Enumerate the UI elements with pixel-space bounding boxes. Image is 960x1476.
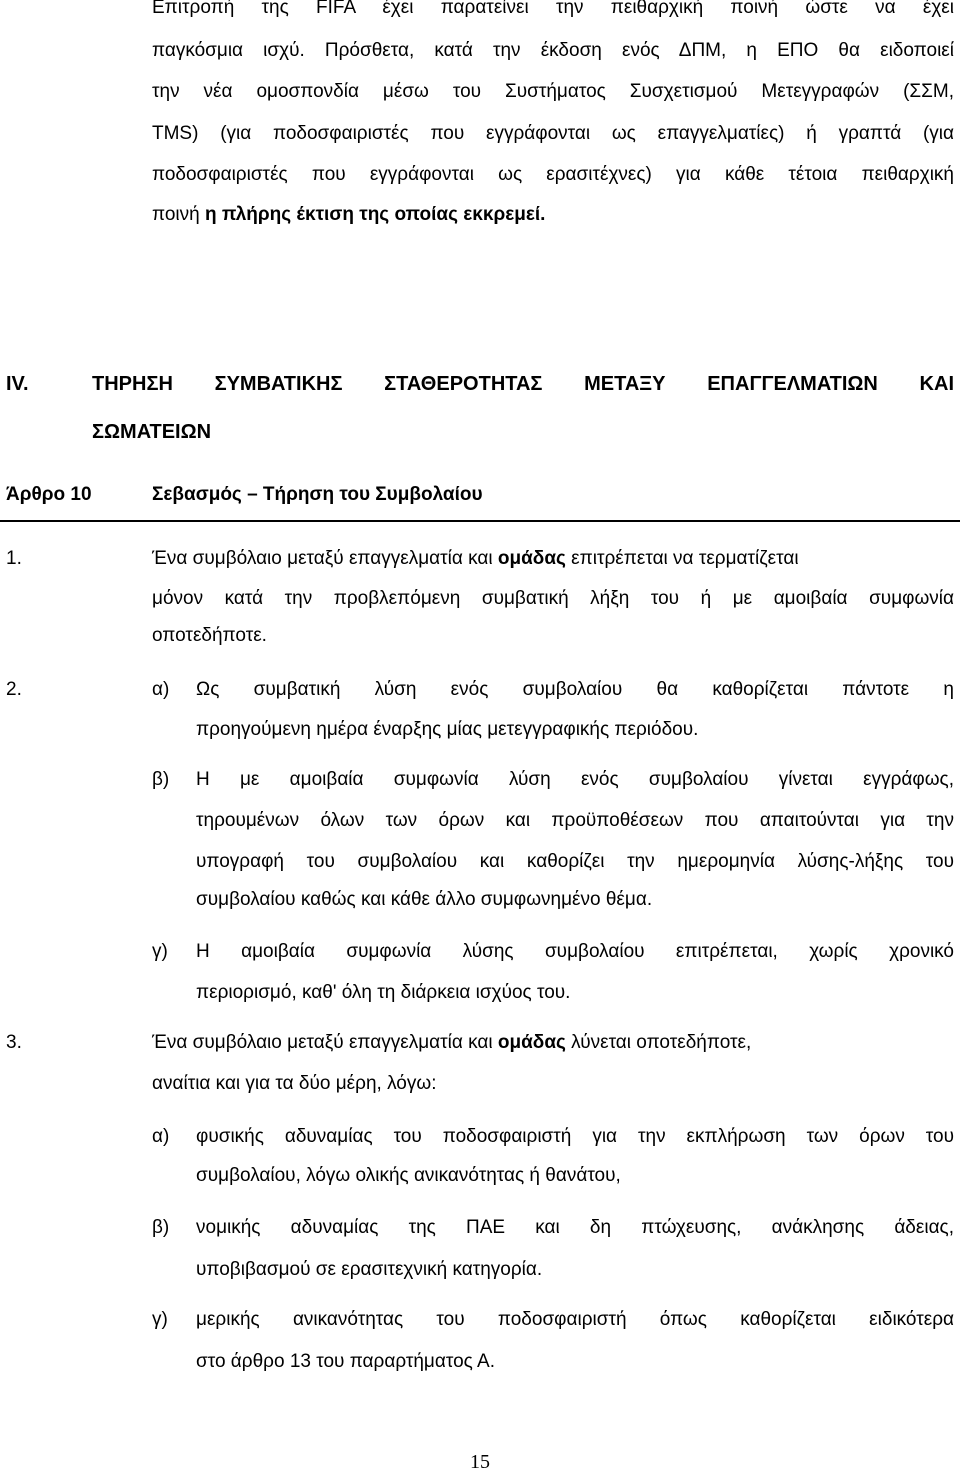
p1-line-3: οποτεδήποτε.	[152, 625, 267, 646]
p2-b-line-4: συμβολαίου καθώς και κάθε άλλο συμφωνημένο θέμα.	[196, 889, 653, 910]
p2-c-line-1: Η αμοιβαία συμφωνία λύσης συμβολαίου επιτρέπεται, χωρίς χρονικό	[196, 941, 954, 962]
p1-line-1-c: επιτρέπεται να τερματίζεται	[565, 548, 799, 569]
p3-line-1-a: Ένα συμβόλαιο μεταξύ επαγγελματία και	[152, 1032, 498, 1053]
page-number: 15	[470, 1451, 490, 1473]
p3-c-label: γ)	[152, 1309, 168, 1330]
section-number: IV.	[6, 373, 29, 395]
p3-c-line-2: στο άρθρο 13 του παραρτήματος Α.	[196, 1351, 496, 1372]
p3-line-1-text	[152, 1032, 751, 1053]
intro-line-6-bold: η πλήρης έκτιση της οποίας εκκρεμεί.	[204, 204, 546, 225]
p1-line-1-text	[152, 547, 799, 571]
p2-c-label: γ)	[152, 941, 168, 962]
p3-a-label: α)	[152, 1126, 170, 1147]
p3-c-line-1: μερικής ανικανότητας του ποδοσφαιριστή όπως καθορίζεται ειδικότερα	[196, 1309, 954, 1330]
p2-a-label: α)	[152, 679, 170, 700]
section-title-line-2: ΣΩΜΑΤΕΙΩΝ	[92, 421, 212, 443]
p2-b-line-1: Η με αμοιβαία συμφωνία λύση ενός συμβολαίου γίνεται εγγράφως,	[196, 769, 954, 790]
p3-b-line-2: υποβιβασμού σε ερασιτεχνική κατηγορία.	[196, 1259, 543, 1280]
p2-c-line-2: περιορισμό, καθ' όλη τη διάρκεια ισχύος του.	[196, 982, 571, 1003]
p2-b-line-3: υπογραφή του συμβολαίου και καθορίζει την ημερομηνία λύσης-λήξης του	[196, 851, 954, 872]
p3-b-label: β)	[152, 1217, 170, 1238]
p3-b-line-1: νομικής αδυναμίας της ΠΑΕ και δη πτώχευσης, ανάκλησης άδειας,	[196, 1217, 954, 1238]
p2-b-label: β)	[152, 769, 170, 790]
p2-number: 2.	[6, 679, 22, 700]
p3-line-1-bold: ομάδας	[497, 1032, 566, 1053]
p1-line-2: μόνον κατά την προβλεπόμενη συμβατική λήξη του ή με αμοιβαία συμφωνία	[152, 588, 954, 609]
article-rule	[0, 520, 960, 522]
intro-line-6-plain: ποινή	[152, 204, 205, 225]
p3-line-1	[152, 1031, 954, 1055]
intro-line-2: παγκόσμια ισχύ. Πρόσθετα, κατά την έκδοση ενός ΔΠΜ, η ΕΠΟ θα ειδοποιεί	[152, 40, 954, 61]
intro-line-4: TMS) (για ποδοσφαιριστές που εγγράφονται ως επαγγελματίες) ή γραπτά (για	[152, 123, 954, 144]
p2-a-line-2: προηγούμενη ημέρα έναρξης μίας μετεγγραφικής περιόδου.	[196, 719, 699, 740]
intro-line-3: την νέα ομοσπονδία μέσω του Συστήματος Συσχετισμού Μετεγγραφών (ΣΣΜ,	[152, 81, 954, 102]
article-title: Σεβασμός – Τήρηση του Συμβολαίου	[152, 484, 483, 505]
intro-line-5: ποδοσφαιριστές που εγγράφονται ως ερασιτέχνες) για κάθε τέτοια πειθαρχική	[152, 164, 954, 185]
p2-a-line-1: Ως συμβατική λύση ενός συμβολαίου θα καθορίζεται πάντοτε η	[196, 679, 954, 700]
p3-line-1-c: λύνεται οποτεδήποτε,	[565, 1032, 752, 1053]
p1-line-1-bold: ομάδας	[497, 548, 566, 569]
p1-line-1	[152, 547, 954, 571]
p3-number: 3.	[6, 1032, 22, 1053]
intro-line-6	[152, 203, 545, 227]
p3-a-line-2: συμβολαίου, λόγω ολικής ανικανότητας ή θανάτου,	[196, 1165, 621, 1186]
p3-line-2: αναίτια και για τα δύο μέρη, λόγω:	[152, 1073, 437, 1094]
article-label: Άρθρο 10	[6, 484, 92, 505]
p3-a-line-1: φυσικής αδυναμίας του ποδοσφαιριστή για την εκπλήρωση των όρων του	[196, 1126, 954, 1147]
section-title-line-1: ΤΗΡΗΣΗ ΣΥΜΒΑΤΙΚΗΣ ΣΤΑΘΕΡΟΤΗΤΑΣ ΜΕΤΑΞΥ ΕΠΑΓΓΕΛΜΑΤΙΩΝ ΚΑΙ	[92, 373, 954, 395]
intro-line-1: Επιτροπή της FIFA έχει παρατείνει την πειθαρχική ποινή ώστε να έχει	[152, 0, 954, 18]
p1-number: 1.	[6, 548, 22, 569]
p1-line-1-a: Ένα συμβόλαιο μεταξύ επαγγελματία και	[152, 548, 498, 569]
p2-b-line-2: τηρουμένων όλων των όρων και προϋποθέσεων που απαιτούνται για την	[196, 810, 954, 831]
